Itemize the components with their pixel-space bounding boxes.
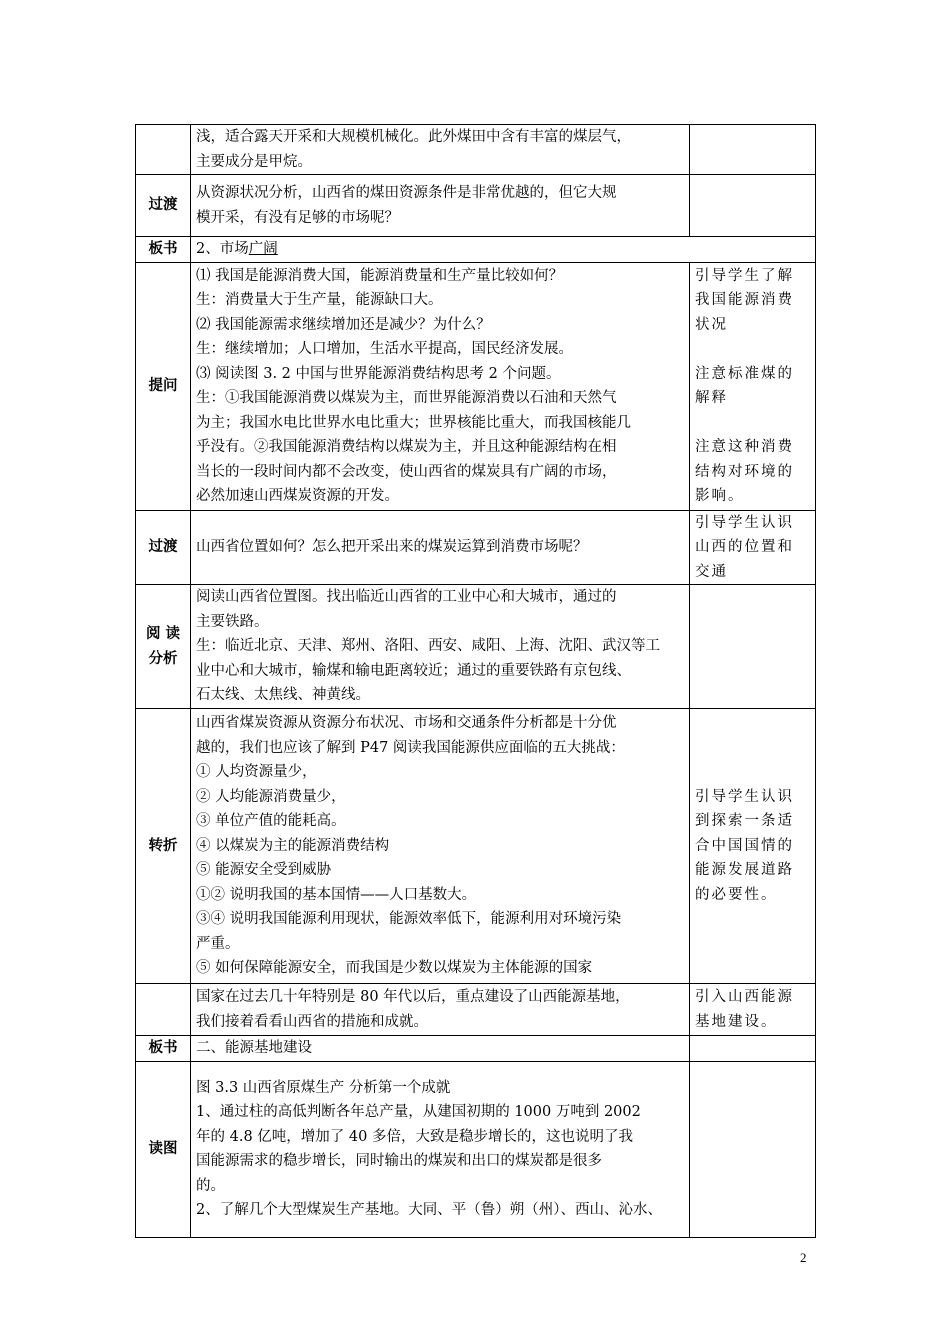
row-content [191, 175, 690, 237]
content-line: 1、通过柱的高低判断各年总产量，从建国初期的 1000 万吨到 2002 [196, 1104, 641, 1120]
row-content [191, 984, 690, 1036]
row-note [690, 1036, 816, 1062]
row-label-line: 阅 读 [145, 626, 181, 642]
content-line: 为主；我国水电比世界水电比重大；世界核能比重大，而我国核能几 [196, 414, 631, 431]
table-row [136, 125, 816, 175]
content-line: ⑴ 我国是能源消费大国，能源消费量和生产量比较如何？ [196, 267, 564, 284]
note-line: 能源发展道路 [695, 862, 794, 879]
note-line: 引导学生了解 [695, 267, 794, 284]
note-line: 引入山西能源 [695, 989, 794, 1005]
note-line [695, 411, 810, 436]
row-label: 板书 [136, 237, 191, 263]
content-line: 严重。 [196, 935, 240, 952]
row-content [191, 1061, 690, 1237]
table-row [136, 510, 816, 585]
table-row [136, 262, 816, 510]
note-line: 状况 [695, 316, 728, 333]
content-line: 石太线、太焦线、神黄线。 [196, 687, 370, 704]
row-label: 提问 [136, 262, 191, 510]
content-line: ③ 单位产值的能耗高。 [196, 813, 346, 830]
content-line: ⑵ 我国能源需求继续增加还是减少？为什么？ [196, 316, 491, 333]
table-row [136, 1036, 816, 1062]
row-label: 过渡 [136, 175, 191, 237]
row-content [191, 510, 690, 585]
row-note [690, 510, 816, 585]
board-heading-text: 2、市场 [196, 241, 249, 257]
content-line: 图 3.3 山西省原煤生产 分析第一个成就 [196, 1079, 451, 1096]
note-line: 交通 [695, 563, 728, 580]
content-line: 从资源状况分析，山西省的煤田资源条件是非常优越的，但它大规 [196, 185, 617, 201]
note-line: 山西的位置和 [695, 539, 794, 555]
row-label: 过渡 [136, 510, 191, 585]
content-line: ⑤ 如何保障能源安全，而我国是少数以煤炭为主体能源的国家 [196, 960, 593, 977]
content-line: 生：消费量大于生产量，能源缺口大。 [196, 292, 443, 308]
table-row [136, 984, 816, 1036]
note-line: 的必要性。 [695, 886, 778, 903]
content-line: 阅读山西省位置图。找出临近山西省的工业中心和大城市，通过的 [196, 589, 617, 606]
content-line: ② 人均能源消费量少， [196, 788, 346, 805]
note-line: 注意标准煤的 [695, 365, 794, 382]
content-line: ①② 说明我国的基本国情——人口基数大。 [196, 886, 477, 903]
note-line: 结构对环境的 [695, 463, 794, 480]
content-line: 模开采，有没有足够的市场呢？ [196, 209, 399, 226]
row-label-line: 分析 [148, 650, 178, 667]
note-line: 合中国国情的 [695, 837, 794, 854]
content-line: 越的，我们也应该了解到 P47 阅读我国能源供应面临的五大挑战： [196, 739, 625, 756]
row-note [690, 175, 816, 237]
row-note [690, 984, 816, 1036]
content-line: ⑶ 阅读图 3. 2 中国与世界能源消费结构思考 2 个问题。 [196, 365, 561, 382]
content-line: 生：继续增加；人口增加，生活水平提高，国民经济发展。 [196, 341, 573, 357]
content-line: 当长的一段时间内都不会改变，使山西省的煤炭具有广阔的市场， [196, 463, 617, 480]
content-line: 必然加速山西煤炭资源的开发。 [196, 488, 399, 504]
content-line: 主要成分是甲烷。 [196, 153, 312, 170]
note-line [695, 337, 810, 362]
row-label [136, 125, 191, 175]
row-content [191, 237, 816, 263]
row-content [191, 709, 690, 984]
row-note [690, 262, 816, 510]
row-note [690, 1061, 816, 1237]
table-row [136, 585, 816, 709]
table-row [136, 1061, 816, 1237]
content-line: 我们接着看看山西省的措施和成就。 [196, 1013, 428, 1030]
content-line: 乎没有。②我国能源消费结构以煤炭为主，并且这种能源结构在相 [196, 439, 617, 455]
row-label [136, 984, 191, 1036]
note-line: 解释 [695, 390, 728, 406]
content-line: ⑤ 能源安全受到威胁 [196, 862, 332, 879]
content-line: ④ 以煤炭为主的能源消费结构 [196, 837, 390, 854]
content-line: 2、了解几个大型煤炭生产基地。大同、平（鲁）朔（州）、西山、沁水、 [196, 1202, 662, 1218]
row-content [191, 262, 690, 510]
row-label: 转折 [136, 709, 191, 984]
row-content [191, 585, 690, 709]
table-row [136, 237, 816, 263]
board-heading-underlined: 广阔 [248, 241, 278, 257]
row-note [690, 585, 816, 709]
table-row [136, 709, 816, 984]
note-line: 注意这种消费 [695, 439, 794, 455]
content-line: 的。 [196, 1177, 225, 1194]
content-line: 业中心和大城市，输煤和输电距离较近；通过的重要铁路有京包线、 [196, 662, 631, 679]
note-line: 我国能源消费 [695, 292, 794, 308]
content-line: 二、能源基地建设 [196, 1040, 312, 1056]
content-line: 主要铁路。 [196, 613, 269, 630]
row-content [191, 1036, 690, 1062]
content-line: 生：临近北京、天津、郑州、洛阳、西安、咸阳、上海、沈阳、武汉等工 [196, 638, 660, 655]
note-line: 到探索一条适 [695, 813, 794, 830]
content-line: 国家在过去几十年特别是 80 年代以后，重点建设了山西能源基地， [196, 989, 630, 1005]
note-line: 引导学生认识 [695, 788, 794, 805]
content-line: 国能源需求的稳步增长，同时输出的煤炭和出口的煤炭都是很多 [196, 1153, 602, 1169]
lesson-plan-table [135, 124, 816, 1238]
note-line: 基地建设。 [695, 1013, 778, 1030]
content-line: ③④ 说明我国能源利用现状，能源效率低下，能源利用对环境污染 [196, 911, 622, 928]
content-line: ① 人均资源量少， [196, 764, 317, 781]
row-label [136, 585, 191, 709]
note-line: 引导学生认识 [695, 514, 794, 531]
content-line: 生：①我国能源消费以煤炭为主，而世界能源消费以石油和天然气 [196, 390, 617, 406]
content-line: 浅，适合露天开采和大规模机械化。此外煤田中含有丰富的煤层气， [196, 129, 631, 145]
table-row [136, 175, 816, 237]
row-label: 板书 [136, 1036, 191, 1062]
row-note [690, 709, 816, 984]
row-label: 读图 [136, 1061, 191, 1237]
row-content [191, 125, 690, 175]
content-line: 山西省煤炭资源从资源分布状况、市场和交通条件分析都是十分优 [196, 715, 617, 732]
row-note [690, 125, 816, 175]
page-number: 2 [800, 1250, 807, 1265]
note-line: 影响。 [695, 488, 745, 504]
content-line: 山西省位置如何？怎么把开采出来的煤炭运算到消费市场呢？ [196, 539, 588, 555]
content-line: 年的 4.8 亿吨，增加了 40 多倍，大致是稳步增长的，这也说明了我 [196, 1128, 633, 1145]
